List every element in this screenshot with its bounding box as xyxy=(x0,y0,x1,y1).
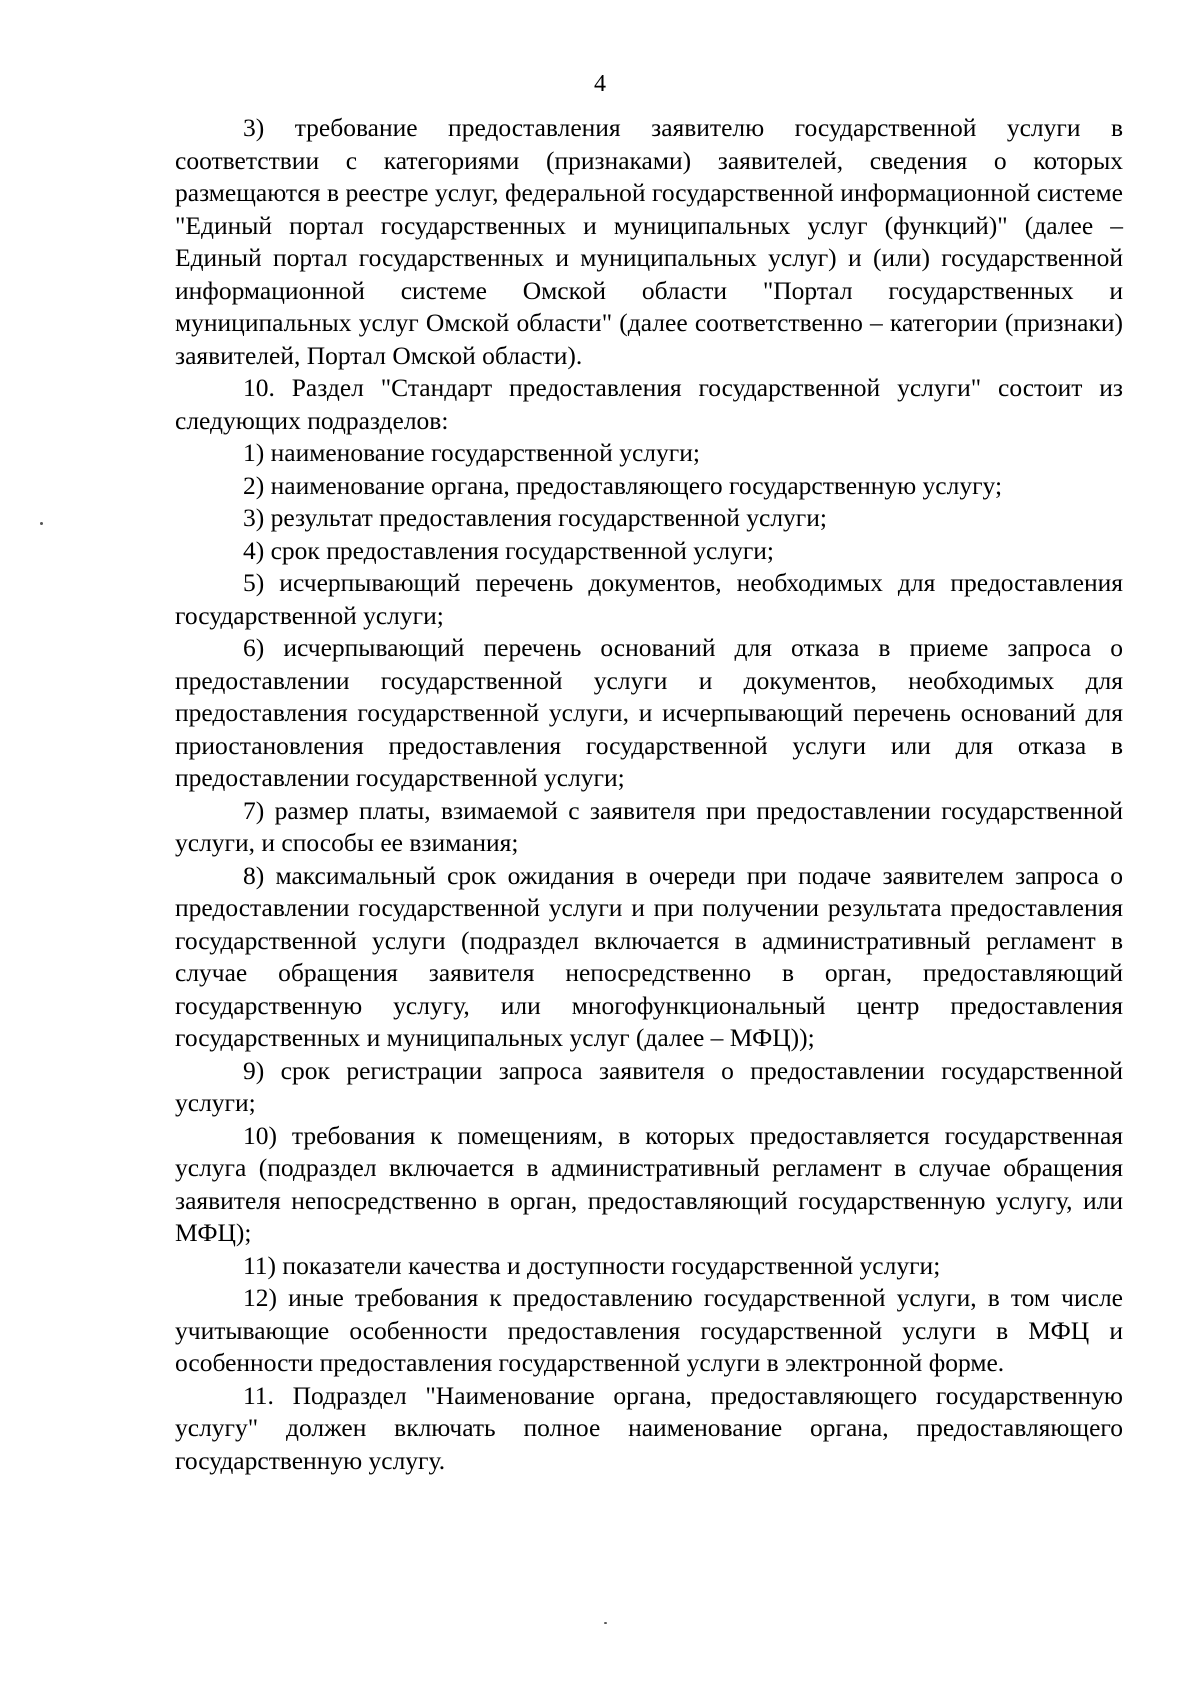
list-item-9: 9) срок регистрации запроса заявителя о предоставлении государственной услуги; xyxy=(175,1055,1123,1117)
paragraph-clause-10: 10. Раздел "Стандарт предоставления государственной услуги" состоит из следующих подразделов: xyxy=(175,373,1123,435)
list-item-2: 2) наименование органа, предоставляющего государственную услугу; xyxy=(243,470,1003,500)
list-item-10: 10) требования к помещениям, в которых предоставляется государственная услуга (подраздел включается в административный регламент в случае обращения заявителя непосредственно в орган, предоставляющий государственную услугу, или МФЦ); xyxy=(175,1120,1123,1247)
list-item-4: 4) срок предоставления государственной услуги; xyxy=(243,535,775,565)
list-item-6: 6) исчерпывающий перечень оснований для отказа в приеме запроса о предоставлении государственной услуги и документов, необходимых для предоставления государственной услуги, и исчерпывающий перечень оснований для приостановления предоставления государственной услуги или для отказа в предоставлении государственной услуги; xyxy=(175,633,1123,792)
scan-speck xyxy=(40,522,43,525)
list-item-5: 5) исчерпывающий перечень документов, необходимых для предоставления государственной услуги; xyxy=(175,568,1123,630)
page-number: 4 xyxy=(594,71,606,97)
paragraph-clause-11: 11. Подраздел "Наименование органа, предоставляющего государственную услугу" должен включать полное наименование органа, предоставляющего государственную услугу. xyxy=(175,1380,1123,1475)
document-body xyxy=(175,112,1123,1477)
list-item-11: 11) показатели качества и доступности государственной услуги; xyxy=(243,1250,941,1280)
list-item-12: 12) иные требования к предоставлению государственной услуги, в том числе учитывающие особенности предоставления государственной услуги в МФЦ и особенности предоставления государственной услуги в электронной форме. xyxy=(175,1283,1123,1377)
list-item-8: 8) максимальный срок ожидания в очереди при подаче заявителем запроса о предоставлении государственной услуги и при получении результата предоставления государственной услуги (подраздел включается в административный регламент в случае обращения заявителя непосредственно в орган, предоставляющий государственную услугу, или многофункциональный центр предоставления государственных и муниципальных услуг (далее – МФЦ)); xyxy=(175,860,1123,1052)
scan-speck xyxy=(604,1622,607,1624)
paragraph-item-3-requirement: 3) требование предоставления заявителю государственной услуги в соответствии с категориями (признаками) заявителей, сведения о которых размещаются в реестре услуг, федеральной государственной информационной системе "Единый портал государственных и муниципальных услуг (функций)" (далее – Единый портал государственных и муниципальных услуг) и (или) государственной информационной системе Омской области "Портал государственных и муниципальных услуг Омской области" (далее соответственно – категории (признаки) заявителей, Портал Омской области). xyxy=(175,113,1123,370)
list-item-7: 7) размер платы, взимаемой с заявителя при предоставлении государственной услуги, и способы ее взимания; xyxy=(175,795,1123,857)
list-item-3: 3) результат предоставления государственной услуги; xyxy=(243,503,827,532)
list-item-1: 1) наименование государственной услуги; xyxy=(243,438,700,467)
